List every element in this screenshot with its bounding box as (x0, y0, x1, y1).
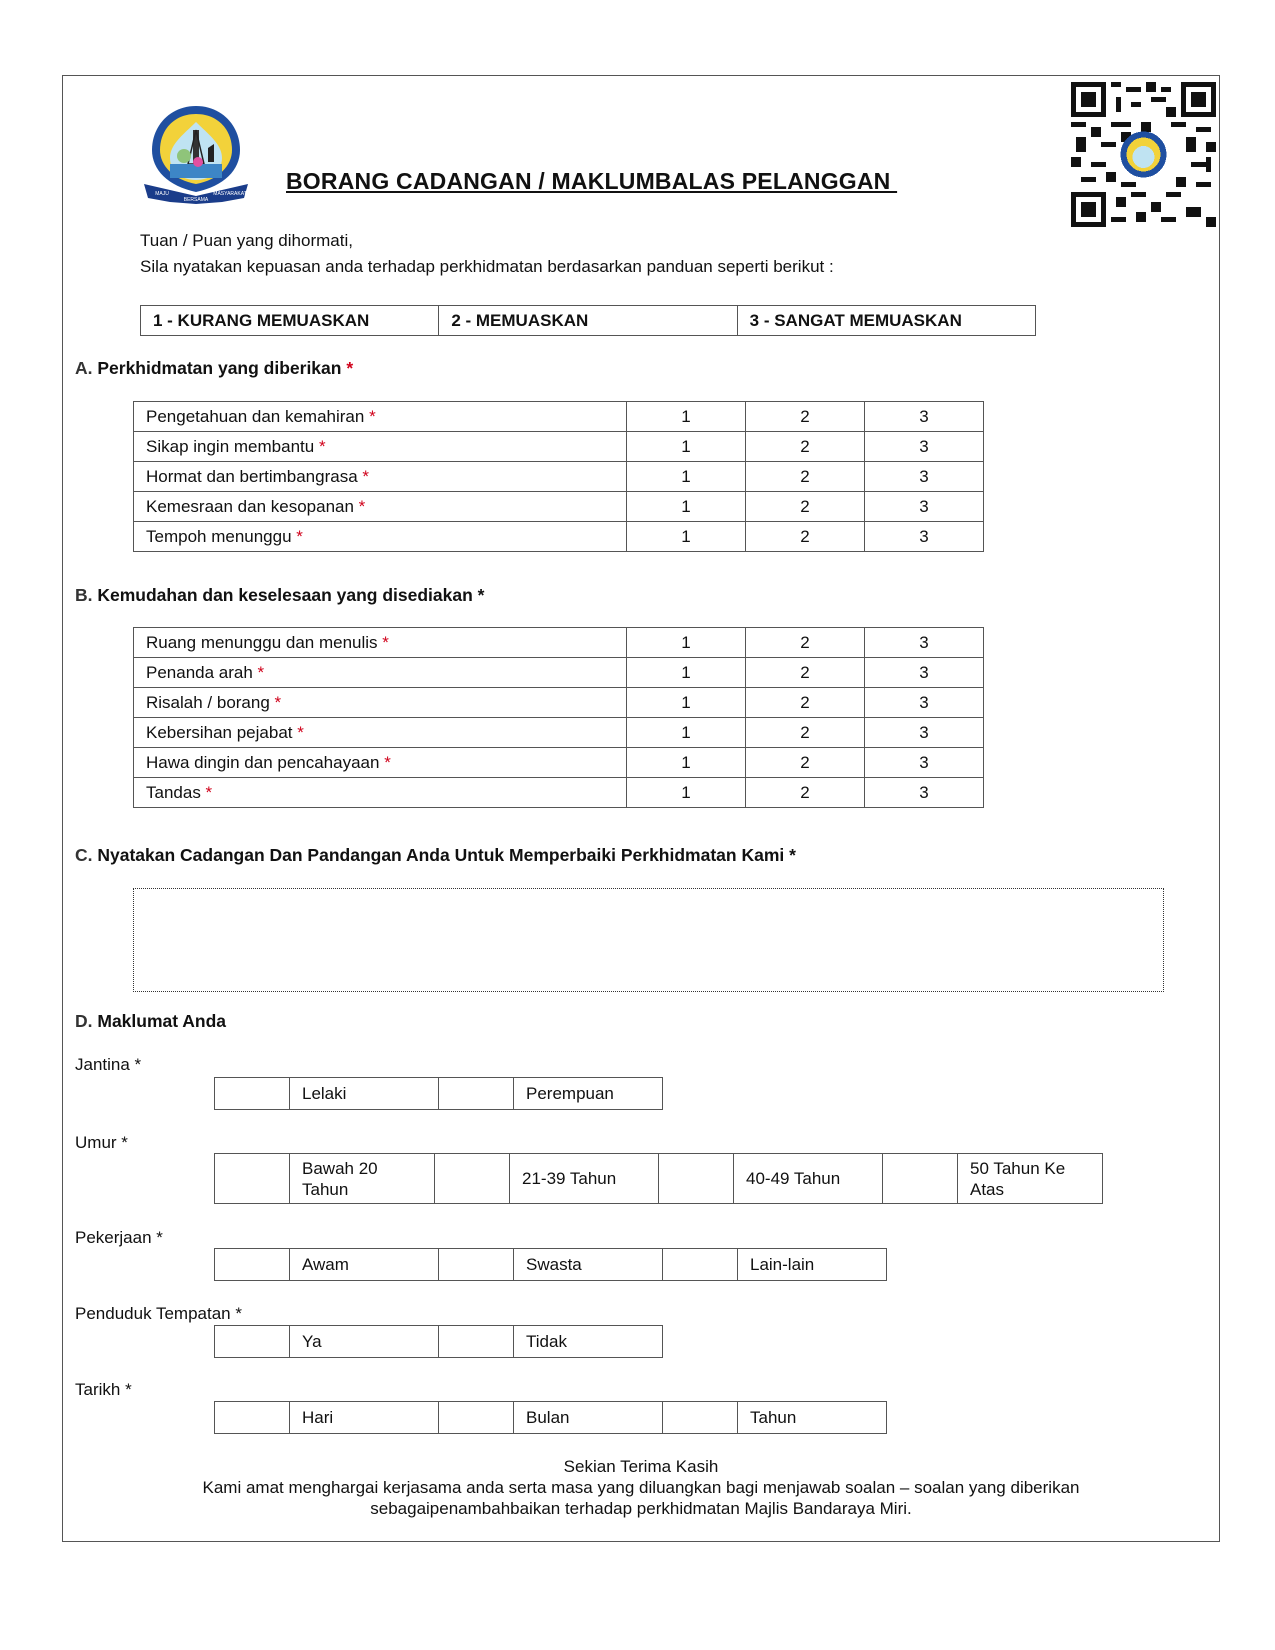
penduduk-tempatan-options (214, 1325, 663, 1358)
row-label: Tandas (146, 782, 206, 802)
section-c-heading (75, 845, 796, 866)
section-a-title: Perkhidmatan yang diberikan (92, 358, 347, 378)
rating-option-1[interactable]: 1 (627, 522, 746, 552)
checkbox-bawah-20[interactable] (215, 1154, 290, 1204)
row-label: Kemesraan dan kesopanan (146, 496, 359, 516)
required-asterisk: * (358, 496, 366, 516)
section-d-letter: D. (75, 1011, 93, 1031)
row-label: Kebersihan pejabat (146, 722, 298, 742)
rating-option-2[interactable]: 2 (746, 628, 865, 658)
rating-option-3[interactable]: 3 (865, 658, 984, 688)
rating-option-3[interactable]: 3 (865, 748, 984, 778)
closing-message-line1: Kami amat menghargai kerjasama anda serta masa yang diluangkan bagi menjawab soalan – soalan yang diberikan (202, 1478, 1080, 1497)
section-a-rating-table (133, 401, 984, 552)
scale-1-label: 1 - KURANG MEMUASKAN (141, 306, 439, 335)
row-label: Hawa dingin dan pencahayaan (146, 752, 385, 772)
option-label: Lelaki (290, 1078, 439, 1110)
checkbox-perempuan[interactable] (439, 1078, 514, 1110)
option-label: Tahun (738, 1402, 887, 1434)
table-row (134, 462, 984, 492)
rating-option-3[interactable]: 3 (865, 522, 984, 552)
section-a-letter: A. (75, 358, 93, 378)
option-label: 21-39 Tahun (510, 1154, 659, 1204)
month-input[interactable] (439, 1402, 514, 1434)
rating-option-2[interactable]: 2 (746, 688, 865, 718)
row-label: Pengetahuan dan kemahiran (146, 406, 370, 426)
table-row (134, 628, 984, 658)
section-d-heading (75, 1011, 226, 1032)
table-row (134, 522, 984, 552)
option-label: Awam (290, 1249, 439, 1281)
rating-option-2[interactable]: 2 (746, 492, 865, 522)
checkbox-40-49[interactable] (659, 1154, 734, 1204)
table-row (134, 748, 984, 778)
rating-option-1[interactable]: 1 (627, 748, 746, 778)
section-c-title: Nyatakan Cadangan Dan Pandangan Anda Untuk Memperbaiki Perkhidmatan Kami * (92, 845, 796, 865)
scale-3-label: 3 - SANGAT MEMUASKAN (749, 311, 962, 330)
suggestion-textarea[interactable] (133, 888, 1164, 992)
rating-option-3[interactable]: 3 (865, 432, 984, 462)
rating-option-1[interactable]: 1 (627, 658, 746, 688)
section-b-rating-table (133, 627, 984, 808)
rating-option-1[interactable]: 1 (627, 462, 746, 492)
section-c-letter: C. (75, 845, 93, 865)
closing-message-line2: sebagaipenambahbaikan terhadap perkhidmatan Majlis Bandaraya Miri. (370, 1499, 912, 1518)
required-asterisk: * (369, 406, 376, 426)
table-row (134, 778, 984, 808)
rating-option-1[interactable]: 1 (627, 492, 746, 522)
umur-label: Umur * (75, 1133, 128, 1152)
rating-option-1[interactable]: 1 (627, 628, 746, 658)
scale-2-label: 2 - MEMUASKAN (439, 306, 737, 335)
required-asterisk: * (362, 466, 370, 486)
table-row (134, 718, 984, 748)
checkbox-lelaki[interactable] (215, 1078, 290, 1110)
section-b-letter: B. (75, 585, 93, 605)
closing-thanks: Sekian Terima Kasih (563, 1457, 719, 1476)
rating-option-3[interactable]: 3 (865, 402, 984, 432)
option-label: Tidak (514, 1326, 663, 1358)
rating-option-3[interactable]: 3 (865, 492, 984, 522)
required-asterisk: * (382, 632, 389, 652)
required-asterisk: * (296, 526, 303, 546)
row-label: Sikap ingin membantu (146, 436, 319, 456)
pekerjaan-options (214, 1248, 887, 1281)
rating-option-2[interactable]: 2 (746, 658, 865, 688)
rating-option-3[interactable]: 3 (865, 628, 984, 658)
table-row (134, 432, 984, 462)
option-label: 50 Tahun Ke Atas (958, 1154, 1103, 1204)
rating-option-2[interactable]: 2 (746, 522, 865, 552)
checkbox-awam[interactable] (215, 1249, 290, 1281)
checkbox-swasta[interactable] (439, 1249, 514, 1281)
section-a-heading (75, 358, 353, 379)
rating-option-2[interactable]: 2 (746, 718, 865, 748)
checkbox-lain-lain[interactable] (663, 1249, 738, 1281)
jantina-options (214, 1077, 663, 1110)
checkbox-tidak[interactable] (439, 1326, 514, 1358)
tarikh-fields (214, 1401, 887, 1434)
option-label: Lain-lain (738, 1249, 887, 1281)
svg-text:MAJU: MAJU (155, 191, 169, 197)
required-asterisk: * (318, 436, 326, 456)
instruction-text: Sila nyatakan kepuasan anda terhadap perkhidmatan berdasarkan panduan seperti berikut : (140, 257, 834, 276)
required-asterisk: * (384, 752, 391, 772)
row-label: Ruang menunggu dan menulis (146, 632, 383, 652)
required-asterisk: * (297, 722, 304, 742)
greeting-text: Tuan / Puan yang dihormati, (140, 231, 353, 250)
rating-option-2[interactable]: 2 (746, 462, 865, 492)
checkbox-50-ke-atas[interactable] (883, 1154, 958, 1204)
rating-option-1[interactable]: 1 (627, 402, 746, 432)
row-label: Tempoh menunggu (146, 526, 297, 546)
rating-option-2[interactable]: 2 (746, 748, 865, 778)
option-label: Perempuan (514, 1078, 663, 1110)
rating-option-1[interactable]: 1 (627, 688, 746, 718)
pekerjaan-label: Pekerjaan * (75, 1228, 163, 1247)
rating-option-3[interactable]: 3 (865, 462, 984, 492)
required-asterisk: * (346, 358, 354, 378)
qr-code-icon[interactable] (1071, 82, 1216, 227)
row-label: Risalah / borang (146, 692, 275, 712)
penduduk-tempatan-label: Penduduk Tempatan * (75, 1304, 242, 1323)
rating-option-2[interactable]: 2 (746, 432, 865, 462)
rating-option-2[interactable]: 2 (746, 402, 865, 432)
required-asterisk: * (205, 782, 213, 802)
table-row (134, 688, 984, 718)
rating-option-1[interactable]: 1 (627, 778, 746, 808)
table-row (134, 658, 984, 688)
checkbox-ya[interactable] (215, 1326, 290, 1358)
rating-option-3[interactable]: 3 (865, 778, 984, 808)
table-row (134, 402, 984, 432)
option-label: 40-49 Tahun (734, 1154, 883, 1204)
rating-option-1[interactable]: 1 (627, 432, 746, 462)
day-input[interactable] (215, 1402, 290, 1434)
rating-option-3[interactable]: 3 (865, 688, 984, 718)
option-label: Hari (290, 1402, 439, 1434)
section-b-heading (75, 585, 484, 606)
table-row (134, 492, 984, 522)
row-label: Penanda arah (146, 662, 258, 682)
option-label: Swasta (514, 1249, 663, 1281)
required-asterisk: * (257, 662, 265, 682)
option-label: Bulan (514, 1402, 663, 1434)
svg-text:BERSAMA: BERSAMA (183, 197, 209, 203)
svg-text:MASYARAKAT: MASYARAKAT (213, 191, 247, 197)
tarikh-label: Tarikh * (75, 1380, 132, 1399)
umur-options (214, 1153, 1103, 1204)
checkbox-21-39[interactable] (435, 1154, 510, 1204)
row-label: Hormat dan bertimbangrasa (146, 466, 363, 486)
rating-option-1[interactable]: 1 (627, 718, 746, 748)
jantina-label: Jantina * (75, 1055, 142, 1074)
section-b-title: Kemudahan dan keselesaan yang disediakan * (92, 585, 485, 605)
section-d-title: Maklumat Anda (92, 1011, 227, 1031)
majlis-bandaraya-miri-logo (140, 100, 252, 206)
page-title: BORANG CADANGAN / MAKLUMBALAS PELANGGAN (286, 168, 898, 194)
option-label: Ya (290, 1326, 439, 1358)
required-asterisk: * (274, 692, 282, 712)
year-input[interactable] (663, 1402, 738, 1434)
option-label: Bawah 20 Tahun (290, 1154, 435, 1204)
rating-option-2[interactable]: 2 (746, 778, 865, 808)
rating-scale-legend (140, 305, 1036, 336)
rating-option-3[interactable]: 3 (865, 718, 984, 748)
